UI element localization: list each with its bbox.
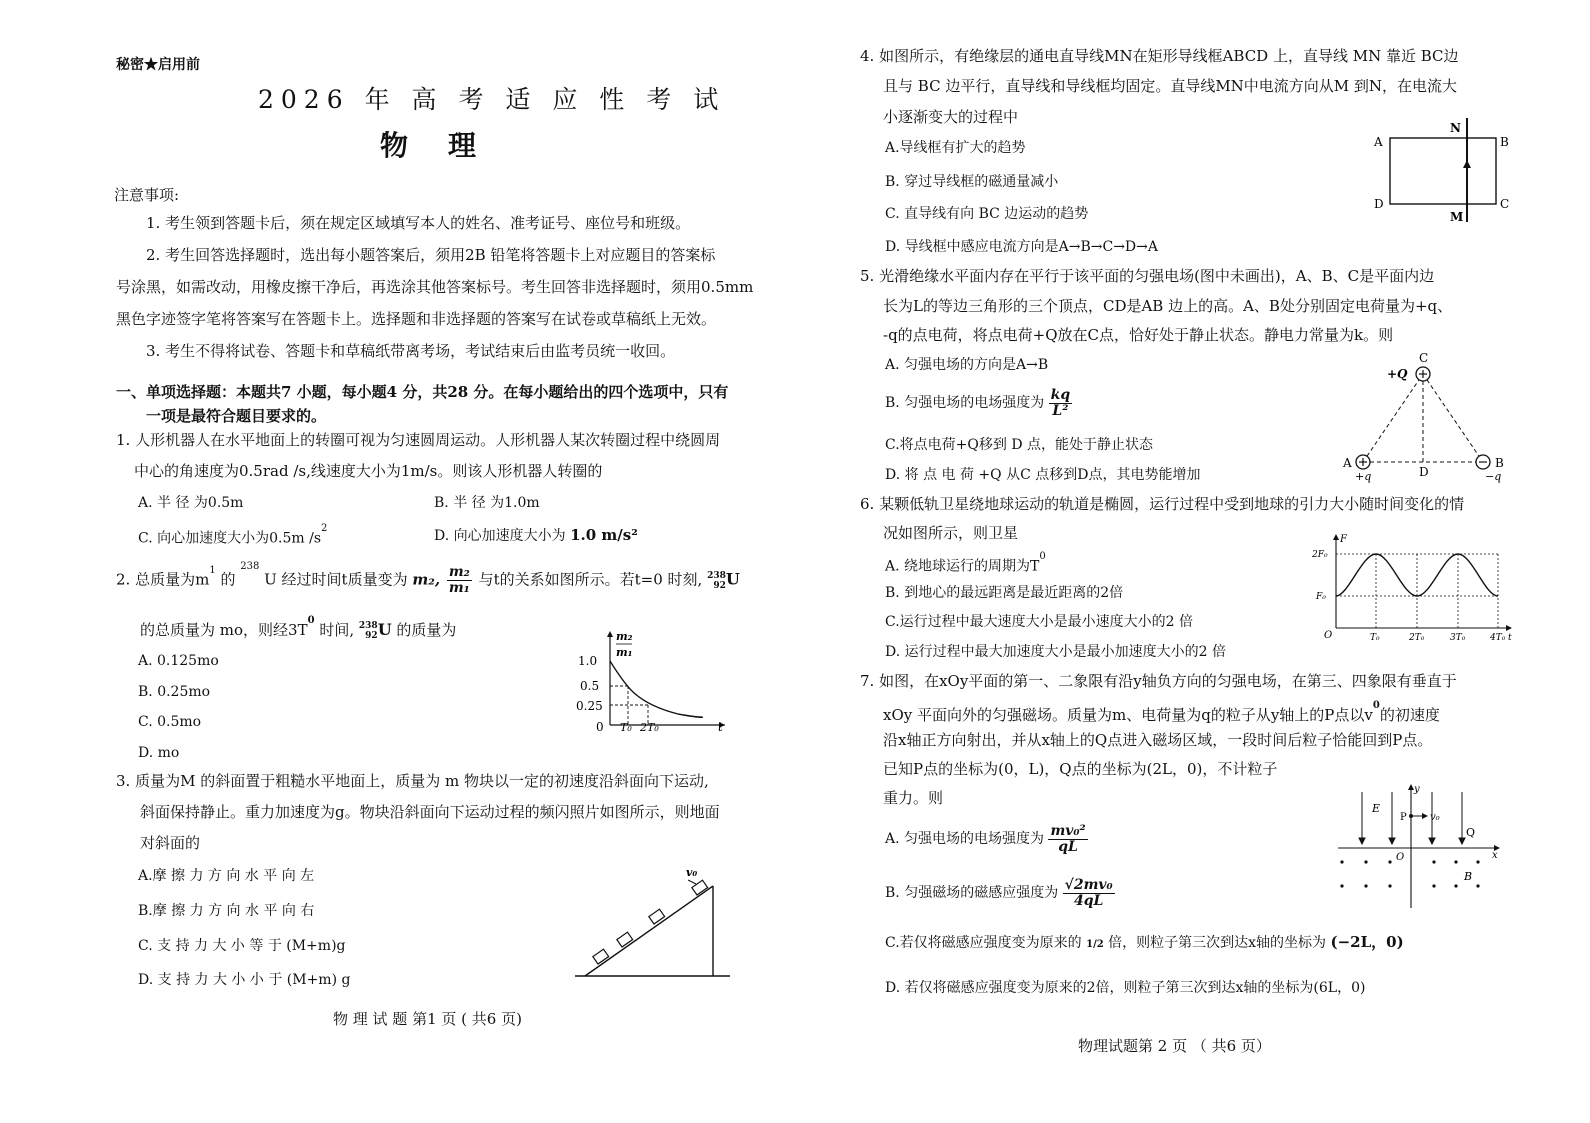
page-2 — [860, 0, 1560, 1123]
q2-option-d: D. mo — [138, 745, 180, 761]
b-label: B — [1464, 870, 1473, 883]
q7-stem-1: 7. 如图，在xOy平面的第一、二象限有沿y轴负方向的匀强电场，在第三、四象限有垂直于 — [860, 672, 1457, 690]
decay-t2: 2T₀ — [640, 721, 659, 734]
label-d: D — [1374, 197, 1384, 211]
q3-option-b: B.摩 擦 力 方 向 水 平 向 右 — [138, 903, 315, 919]
label-m: M — [1450, 210, 1464, 224]
decay-curve — [610, 661, 702, 717]
q7-stem-3: 沿x轴正方向射出，并从x轴上的Q点进入磁场区域，一段时间后粒子恰能回到P点。 — [883, 731, 1433, 749]
decay-t1: T₀ — [620, 721, 632, 734]
page-1 — [0, 0, 790, 1123]
q6-option-b: B. 到地心的最远距离是最近距离的2倍 — [885, 585, 1124, 601]
x-label: x — [1492, 850, 1498, 861]
decay-y-025: 0.25 — [576, 699, 603, 713]
note-2-line-2: 号涂黑，如需改动，用橡皮擦干净后，再选涂其他答案标号。考生回答非选择题时，须用0.5mm — [116, 278, 754, 296]
label-minus-q: −q — [1485, 470, 1502, 483]
decay-graph — [570, 625, 740, 740]
decay-y-05: 0.5 — [580, 679, 600, 693]
label-plus-q-big: +Q — [1387, 367, 1408, 381]
note-2-line-1: 2. 考生回答选择题时，选出每小题答案后，须用2B 铅笔将答题卡上对应题目的答案标 — [146, 246, 716, 264]
incline-v0-label: v₀ — [686, 866, 698, 879]
o-label: O — [1396, 852, 1405, 863]
q6-stem-1: 6. 某颗低轨卫星绕地球运动的轨道是椭圆，运行过程中受到地球的引力大小随时间变化的情 — [860, 495, 1465, 513]
decay-y-1: 1.0 — [578, 654, 598, 668]
q2-option-c: C. 0.5mo — [138, 714, 202, 730]
q4-stem-3: 小逐渐变大的过程中 — [883, 108, 1019, 126]
label-n: N — [1450, 121, 1461, 135]
point-p — [1409, 814, 1413, 818]
p-label: P — [1400, 812, 1407, 823]
notes-title: 注意事项: — [114, 186, 180, 204]
q7-stem-4: 已知P点的坐标为(0，L)，Q点的坐标为(2L，0)，不计粒子 — [883, 760, 1278, 778]
subject-title: 物理 — [380, 129, 517, 162]
q6-stem-2: 况如图所示，则卫星 — [883, 524, 1019, 542]
label-a: A — [1343, 456, 1352, 470]
decay-xlabel: t — [718, 720, 723, 734]
incline-figure — [570, 858, 740, 983]
triangle-charge-figure — [1335, 352, 1520, 484]
q1-option-a: A. 半 径 为0.5m — [138, 495, 244, 511]
q6-option-c: C.运行过程中最大速度大小是最小速度大小的2 倍 — [885, 614, 1194, 630]
q3-option-c: C. 支 持 力 大 小 等 于 (M+m)g — [138, 938, 346, 954]
side-ac — [1363, 374, 1423, 462]
wire-frame-figure — [1370, 118, 1510, 226]
q6-option-a: A. 绕地球运行的周期为$T^0$ — [885, 551, 1046, 575]
q5-stem-3: -q的点电荷，将点电荷+Q放在C点，恰好处于静止状态。静电力常量为k。则 — [883, 326, 1394, 344]
q2-option-a: A. 0.125mo — [138, 653, 219, 669]
q5-option-b: B. 匀强电场的电场强度为 $\frac{kq}{\text{L²}}$ — [885, 386, 1071, 419]
q7-option-c: C.若仅将磁感应强度变为原来的 1/2 倍，则粒子第三次到达x轴的坐标为 (−2L，0) — [885, 933, 1404, 951]
q5-stem-1: 5. 光滑绝缘水平面内存在平行于该平面的匀强电场(图中未画出)，A、B、C是平面内边 — [860, 267, 1435, 285]
q1-option-b: B. 半 径 为1.0m — [434, 495, 540, 511]
q4-option-b: B. 穿过导线框的磁通量减小 — [885, 174, 1059, 190]
ft-t3: 3T₀ — [1450, 633, 1466, 643]
q5-option-d: D. 将 点 电 荷 +Q 从C 点移到D点，其电势能增加 — [885, 467, 1201, 483]
side-bc — [1423, 374, 1483, 462]
ft-t4: 4T₀ — [1490, 633, 1506, 643]
q5-option-a: A. 匀强电场的方向是A→B — [885, 357, 1049, 373]
q1-stem-1: 1. 人形机器人在水平地面上的转圈可视为匀速圆周运动。人形机器人某次转圈过程中绕圆周 — [116, 431, 721, 449]
ft-f0-label: F₀ — [1316, 592, 1326, 602]
q5-stem-2: 长为L的等边三角形的三个顶点，CD是AB 边上的高。A、B处分别固定电荷量为+q、 — [883, 297, 1453, 315]
label-b: B — [1500, 135, 1509, 149]
label-b: B — [1495, 456, 1504, 470]
q-label: Q — [1466, 826, 1476, 839]
ft-t: t — [1508, 633, 1512, 643]
q7-option-b: B. 匀强磁场的磁感应强度为 $\frac{\text{√2mv₀}}{4qL}$ — [885, 876, 1113, 909]
q2-option-b: B. 0.25mo — [138, 684, 211, 700]
label-c: C — [1500, 197, 1510, 211]
section-1-heading-2: 一项是最符合题目要求的。 — [146, 407, 327, 425]
note-1: 1. 考生领到答题卡后，须在规定区域填写本人的姓名、准考证号、座位号和班级。 — [146, 214, 691, 232]
label-c: C — [1419, 351, 1429, 365]
q4-option-c: C. 直导线有向 BC 边运动的趋势 — [885, 206, 1089, 222]
label-a: A — [1374, 135, 1383, 149]
decay-ylabel-den: m₁ — [616, 646, 633, 659]
q1-option-d: D. 向心加速度大小为 1.0 m/s² — [434, 526, 638, 544]
q5-option-c: C.将点电荷+Q移到 D 点，能处于静止状态 — [885, 437, 1153, 453]
ft-2f0-label: 2F₀ — [1312, 550, 1328, 560]
q7-option-a: A. 匀强电场的电场强度为 $\frac{\text{mv₀²}}{qL}$ — [885, 822, 1086, 855]
q4-stem-2: 且与 BC 边平行，直导线和导线框均固定。直导线MN中电流方向从M 到N，在电流大 — [883, 77, 1458, 95]
ft-t2: 2T₀ — [1409, 633, 1425, 643]
q3-stem-1: 3. 质量为M 的斜面置于粗糙水平地面上，质量为 m 物块以一定的初速度沿斜面向下运动, — [116, 772, 709, 790]
footer-page-1: 物 理 试 题 第1 页 ( 共6 页) — [333, 1010, 522, 1028]
q3-stem-3: 对斜面的 — [140, 834, 201, 852]
decay-origin: 0 — [596, 720, 604, 734]
exam-title: 2026 年 高 考 适 应 性 考 试 — [258, 85, 726, 114]
note-3: 3. 考生不得将试卷、答题卡和草稿纸带离考场，考试结束后由监考员统一收回。 — [146, 342, 676, 360]
q7-stem-2: xOy 平面向外的匀强磁场。质量为m、电荷量为q的粒子从y轴上的P点以$v^0$的初速度 — [883, 700, 1440, 724]
q3-option-a: A.摩 擦 力 方 向 水 平 向 左 — [138, 868, 315, 884]
q6-option-d: D. 运行过程中最大加速度大小是最小加速度大小的2 倍 — [885, 644, 1226, 660]
q3-option-d: D. 支 持 力 大 小 小 于 (M+m) g — [138, 972, 351, 988]
q7-stem-5: 重力。则 — [883, 789, 944, 807]
q1-option-c: C. 向心加速度大小为0.5m $/s^2$ — [138, 523, 328, 547]
e-label: E — [1372, 802, 1381, 815]
electric-field-lines — [1359, 792, 1465, 844]
q4-stem-1: 4. 如图所示，有绝缘层的通电直导线MN在矩形导线框ABCD 上，直导线 MN 靠近 BC边 — [860, 47, 1459, 65]
note-2-line-3: 黑色字迹签字笔将答案写在答题卡上。选择题和非选择题的答案写在试卷或草稿纸上无效。 — [116, 310, 717, 328]
ft-origin: O — [1324, 630, 1333, 641]
secret-label: 秘密★启用前 — [116, 57, 200, 73]
decay-ylabel-num: m₂ — [616, 630, 633, 643]
field-figure — [1336, 780, 1506, 912]
rect-frame — [1390, 138, 1496, 204]
q2-stem-1: 2. 总质量为$m^1$ 的 $^{238}$ U 经过时间t质量变为 m₂, $\frac{\text{m₂}}{\text{m₁}}$ 与t的关系如图所示。若t=0 时刻, 238 92 U — [116, 560, 740, 596]
ft-f-label: F — [1340, 534, 1347, 545]
q4-option-a: A.导线框有扩大的趋势 — [885, 140, 1026, 156]
q7-option-d: D. 若仅将磁感应强度变为原来的2倍，则粒子第三次到达x轴的坐标为(6L，0) — [885, 980, 1366, 996]
label-d: D — [1419, 465, 1429, 479]
q3-stem-2: 斜面保持静止。重力加速度为g。物块沿斜面向下运动过程的频闪照片如图所示，则地面 — [140, 803, 720, 821]
label-plus-q: +q — [1355, 470, 1372, 483]
y-label: y — [1414, 784, 1420, 795]
force-time-graph — [1312, 532, 1517, 644]
ft-t1: T₀ — [1370, 633, 1380, 643]
q2-stem-2: 的总质量为 mo，则经$3T^0$ 时间, 238 92 U 的质量为 — [140, 615, 457, 641]
current-arrow — [1463, 160, 1471, 168]
footer-page-2: 物理试题第 2 页 （ 共6 页） — [1078, 1037, 1271, 1055]
incline-slope — [585, 886, 713, 976]
q4-option-d: D. 导线框中感应电流方向是A→B→C→D→A — [885, 239, 1158, 255]
q1-stem-2: 中心的角速度为0.5rad /s,线速度大小为1m/s。则该人形机器人转圈的 — [134, 462, 603, 480]
strobe-blocks — [593, 880, 708, 964]
section-1-heading: 一、单项选择题：本题共7 小题，每小题4 分，共28 分。在每小题给出的四个选项中，只有 — [116, 383, 729, 401]
v0-label: v₀ — [1430, 812, 1440, 823]
magnetic-field-dots — [1340, 860, 1479, 887]
